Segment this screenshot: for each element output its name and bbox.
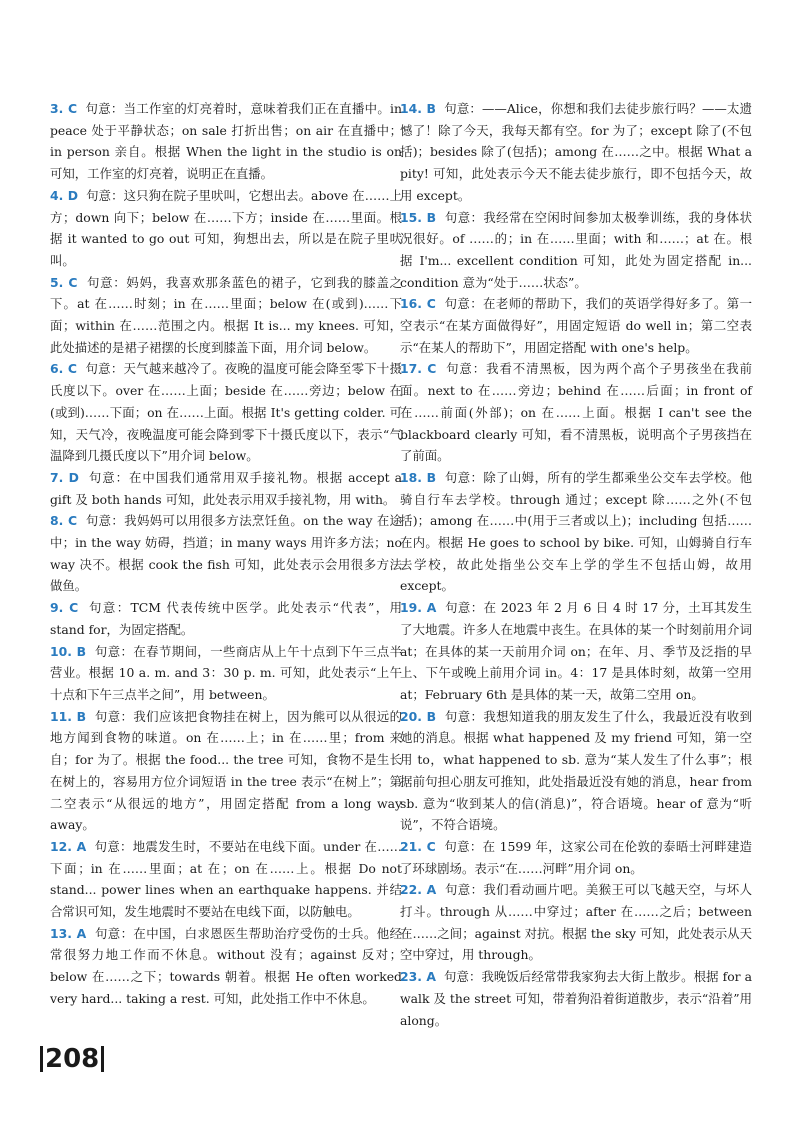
- answer-item: [50, 641, 402, 706]
- answer-number: 19. A: [400, 600, 437, 616]
- answer-item: [50, 98, 402, 185]
- answer-number: 9. C: [50, 600, 79, 616]
- right-column: [400, 98, 752, 1031]
- answer-item: [50, 467, 402, 510]
- answer-number: 20. B: [400, 708, 437, 724]
- answer-explanation: 句意：我妈妈可以用很多方法烹饪鱼。on the way 在途中；in the way 妨碍，挡道；in many ways 用许多方法；no way 决不。根据 cook the fish 可知，此处表示会用很多方法做鱼。: [50, 513, 402, 594]
- answer-item: [50, 272, 402, 359]
- answer-item: [50, 510, 402, 597]
- answer-number: 13. A: [50, 925, 87, 941]
- answer-number: 22. A: [400, 882, 437, 898]
- answer-explanation: 句意：——Alice，你想和我们去徒步旅行吗？——太遗憾了！除了今天，我每天都有空。for 为了；except 除了(不包括)；besides 除了(包括)；among 在……之中。根据 What a pity! 可知，此处表示今天不能去徒步旅行，即不包括今天，故用 except。: [400, 101, 752, 203]
- answer-number: 7. D: [50, 469, 79, 485]
- answer-explanation: 句意：我看不清黑板，因为两个高个子男孩坐在我前面。next to 在……旁边；behind 在……后面；in front of 在……前面(外部)；on 在……上面。根据 I can't see the blackboard clearly 可知，看不清黑板，说明高个子男孩挡在了前面。: [400, 361, 752, 464]
- answer-number: 17. C: [400, 361, 437, 377]
- answer-number: 8. C: [50, 513, 78, 529]
- answer-item: [400, 467, 752, 597]
- answer-explanation: 句意：地震发生时，不要站在电线下面。under 在……下面；in 在……里面；at 在；on 在……上。根据 Do not stand... power lines when an earthquake happens. 并结合常识可知，发生地震时不要站在电线下面，以防触电。: [50, 838, 402, 920]
- answer-item: [50, 358, 402, 467]
- answer-number: 12. A: [50, 838, 87, 854]
- answer-item: [50, 185, 402, 272]
- answer-explanation: 句意：我晚饭后经常带我家狗去大街上散步。根据 for a walk 及 the street 可知，带着狗沿着街道散步，表示“沿着”用 along。: [400, 969, 752, 1028]
- answer-item: [400, 358, 752, 467]
- answer-explanation: 句意：在 2023 年 2 月 6 日 4 时 17 分，土耳其发生了大地震。许多人在地震中丧生。在具体的某一个时刻前用介词 at；在具体的某一天前用介词 on；在年、月、季节及泛指的早上、下午或晚上前用介词 in。4：17 是具体时刻，故第一空用 at；February 6th 是具体的某一天，故第二空用 on。: [400, 600, 752, 702]
- answer-number: 14. B: [400, 101, 436, 116]
- answer-explanation: 句意：在 1599 年，这家公司在伦敦的泰晤士河畔建造了环球剧场。表示“在……河畔”用介词 on。: [400, 838, 752, 876]
- answer-item: [50, 923, 402, 1010]
- answer-explanation: 句意：在春节期间，一些商店从上午十点到下午三点半营业。根据 10 a. m. and 3：30 p. m. 可知，此处表示“上午十点和下午三点半之间”，用 between。: [50, 643, 402, 702]
- answer-number: 3. C: [50, 101, 78, 116]
- answer-explanation: 句意：在老师的帮助下，我们的英语学得好多了。第一空表示“在某方面做得好”，用固定短语 do well in；第二空表示“在某人的帮助下”，用固定搭配 with one's help。: [400, 296, 752, 355]
- answer-number: 6. C: [50, 361, 78, 377]
- answer-number: 4. D: [50, 187, 79, 203]
- answer-explanation: 句意：天气越来越冷了。夜晚的温度可能会降至零下十摄氏度以下。over 在……上面；beside 在……旁边；below 在(或到)……下面；on 在……上面。根据 It's getting colder. 可知，天气冷，夜晚温度可能会降到零下十摄氏度以下，表示“气温降到几摄氏度以下”用介词 below。: [50, 361, 402, 464]
- answer-number: 16. C: [400, 296, 436, 312]
- answer-explanation: 句意：这只狗在院子里吠叫，它想出去。above 在……上方；down 向下；below 在……下方；inside 在……里面。根据 it wanted to go out 可知，狗想出去，所以是在院子里吠叫。: [50, 187, 402, 268]
- answer-item: [50, 706, 402, 836]
- answer-item: [50, 597, 402, 640]
- answer-explanation: 句意：除了山姆，所有的学生都乘坐公交车去学校。他骑自行车去学校。through 通过；except 除……之外(不包括)；among 在……中(用于三者或以上)；including 包括……在内。根据 He goes to school by bike. 可知，山姆骑自行车去学校，故此处指坐公交车上学的学生不包括山姆，故用 except。: [400, 469, 752, 594]
- answer-explanation: 句意：我们看动画片吧。美猴王可以飞越天空，与坏人打斗。through 从……中穿过；after 在……之后；between 在……之间；against 对抗。根据 the sky 可知，此处表示从天空中穿过，用 through。: [400, 882, 752, 963]
- left-column: [50, 98, 402, 1010]
- answer-explanation: 句意：TCM 代表传统中医学。此处表示“代表”，用 stand for，为固定搭配。: [50, 600, 402, 637]
- answer-number: 23. A: [400, 969, 436, 985]
- answer-number: 5. C: [50, 274, 78, 290]
- answer-item: [400, 879, 752, 966]
- answer-explanation: 句意：在中国，白求恩医生帮助治疗受伤的士兵。他经常很努力地工作而不休息。without 没有；against 反对；below 在……之下；towards 朝着。根据 He often worked very hard... taking a rest. 可知，此处指工作中不休息。: [50, 925, 402, 1006]
- answer-explanation: 句意：我经常在空闲时间参加太极拳训练，我的身体状况很好。of ……的；in 在……里面；with 和……；at 在。根据 I'm... excellent condition 可知，此处为固定搭配 in... condition 意为“处于……状态”。: [400, 209, 752, 290]
- answer-number: 10. B: [50, 643, 87, 659]
- answer-number: 21. C: [400, 838, 436, 854]
- answer-item: [400, 836, 752, 879]
- answer-item: [400, 706, 752, 836]
- answer-item: [400, 597, 752, 706]
- answer-number: 11. B: [50, 708, 87, 724]
- answer-number: 18. B: [400, 469, 437, 485]
- answer-number: 15. B: [400, 209, 437, 225]
- answer-explanation: 句意：妈妈，我喜欢那条蓝色的裙子，它到我的膝盖之下。at 在……时刻；in 在……里面；below 在(或到)……下面；within 在……范围之内。根据 It is... my knees. 可知，此处描述的是裙子裙摆的长度到膝盖下面，用介词 below。: [50, 274, 402, 355]
- answer-item: [400, 293, 752, 358]
- answer-explanation: 句意：当工作室的灯亮着时，意味着我们正在直播中。in peace 处于平静状态；on sale 打折出售；on air 在直播中；in person 亲自。根据 When the light in the studio is on 可知，工作室的灯亮着，说明正在直播。: [50, 101, 402, 182]
- answer-explanation: 句意：我们应该把食物挂在树上，因为熊可以从很远的地方闻到食物的味道。on 在……上；in 在……里；from 来自；for 为了。根据 the food... the tree 可知，食物不是生长在树上的，容易用方位介词短语 in the tree 表示“在树上”；第二空表示“从很远的地方”，用固定搭配 from a long way away。: [50, 708, 402, 833]
- answer-item: [400, 207, 752, 294]
- answer-explanation: 句意：我想知道我的朋友发生了什么，我最近没有收到她的消息。根据 what happened 及 my friend 可知，第一空用 to，what happened to sb. 意为“某人发生了什么事”；根据前句担心朋友可推知，此处指最近没有她的消息，hear from sb. 意为“收到某人的信(消息)”，符合语境。hear of 意为“听说”，不符合语境。: [400, 708, 752, 833]
- page-number: 208: [40, 1046, 104, 1072]
- answer-item: [400, 966, 752, 1031]
- answer-explanation: 句意：在中国我们通常用双手接礼物。根据 accept a gift 及 both hands 可知，此处表示用双手接礼物，用 with。: [50, 469, 402, 507]
- answer-item: [400, 98, 752, 207]
- answer-item: [50, 836, 402, 923]
